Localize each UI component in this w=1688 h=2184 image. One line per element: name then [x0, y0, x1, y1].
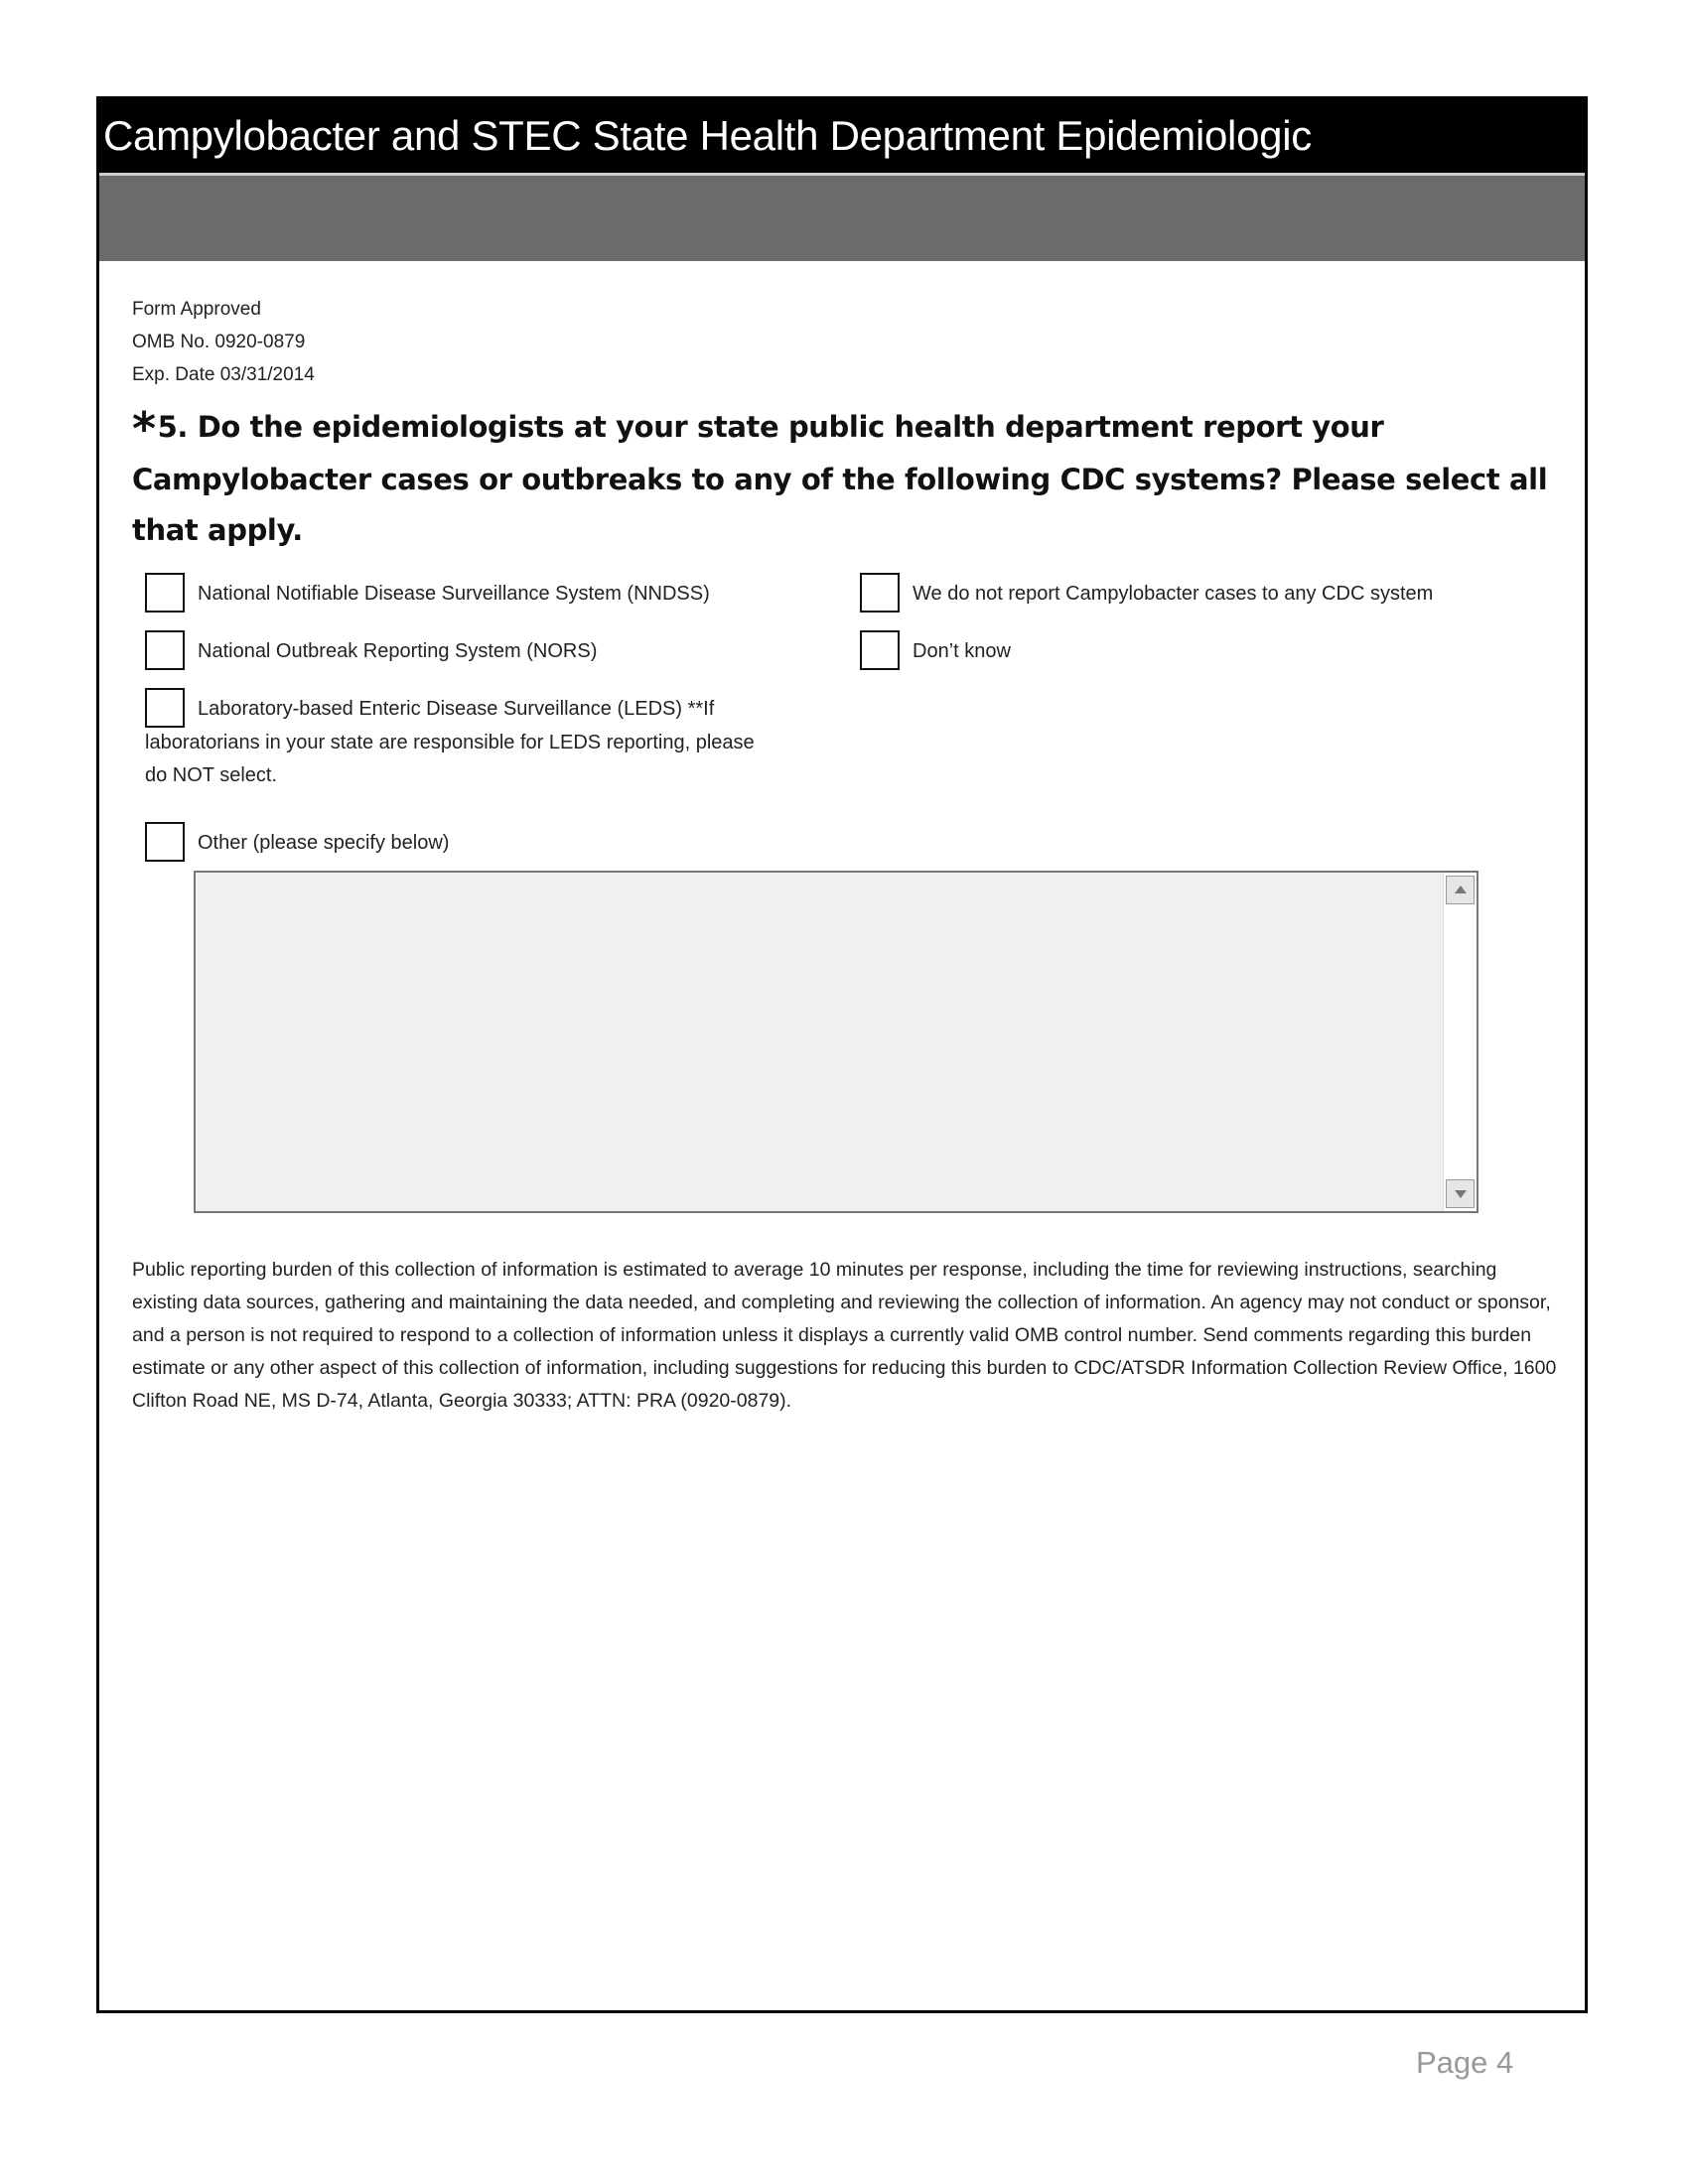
scroll-up-button[interactable] [1446, 876, 1475, 904]
option-nors-label: National Outbreak Reporting System (NORS) [198, 640, 598, 662]
option-dont-know-label: Don’t know [913, 640, 1011, 662]
question-text: 5. Do the epidemiologists at your state public health department report your Campylobacter cases or outbreaks to any of the following CDC systems? Please select all that apply. [132, 410, 1548, 547]
checkbox-dont-know[interactable] [860, 630, 900, 670]
page-number: Page 4 [1416, 2045, 1514, 2080]
survey-title: Campylobacter and STEC State Health Department Epidemiologic [99, 99, 1585, 173]
header-band [99, 176, 1585, 261]
other-specify-box [194, 871, 1478, 1213]
survey-frame [96, 96, 1588, 2013]
checkbox-nndss[interactable] [145, 573, 185, 613]
arrow-down-icon [1455, 1190, 1467, 1198]
other-specify-input[interactable] [196, 873, 1445, 1211]
arrow-up-icon [1455, 886, 1467, 893]
omb-number-text: OMB No. 0920-0879 [132, 332, 306, 352]
form-approved-text: Form Approved [132, 299, 261, 320]
burden-statement: Public reporting burden of this collection of information is estimated to average 10 minutes per response, including the time for reviewing instructions, searching existing data sources, gathering and maintaining the data needed, and completing and reviewing the collection of information. An agency may not conduct or sponsor, and a person is not required to respond to a collection of information unless it displays a currently valid OMB control number. Send comments regarding this burden estimate or any other aspect of this collection of information, including suggestions for reducing this burden to CDC/ATSDR Information Collection Review Office, 1600 Clifton Road NE, MS D-74, Atlanta, Georgia 30333; ATTN: PRA (0920-0879). [132, 1259, 1557, 1412]
option-no-report-label: We do not report Campylobacter cases to any CDC system [913, 583, 1434, 605]
option-leds-label: Laboratory-based Enteric Disease Surveillance (LEDS) **If [198, 698, 715, 720]
expiration-date-text: Exp. Date 03/31/2014 [132, 364, 315, 385]
checkbox-other[interactable] [145, 822, 185, 862]
option-leds-note-line: laboratorians in your state are responsible for LEDS reporting, please [145, 732, 755, 753]
question-5 [132, 402, 1562, 556]
omb-approval-block [132, 293, 315, 391]
option-leds-note-line: do NOT select. [145, 764, 278, 786]
option-other-label: Other (please specify below) [198, 832, 450, 854]
checkbox-nors[interactable] [145, 630, 185, 670]
option-leds-note [145, 727, 755, 792]
checkbox-leds[interactable] [145, 688, 185, 728]
scroll-down-button[interactable] [1446, 1179, 1475, 1208]
option-nndss-label: National Notifiable Disease Surveillance System (NNDSS) [198, 583, 710, 605]
checkbox-no-report[interactable] [860, 573, 900, 613]
other-specify-scrollbar[interactable] [1443, 873, 1477, 1211]
required-asterisk-icon: * [132, 402, 156, 456]
